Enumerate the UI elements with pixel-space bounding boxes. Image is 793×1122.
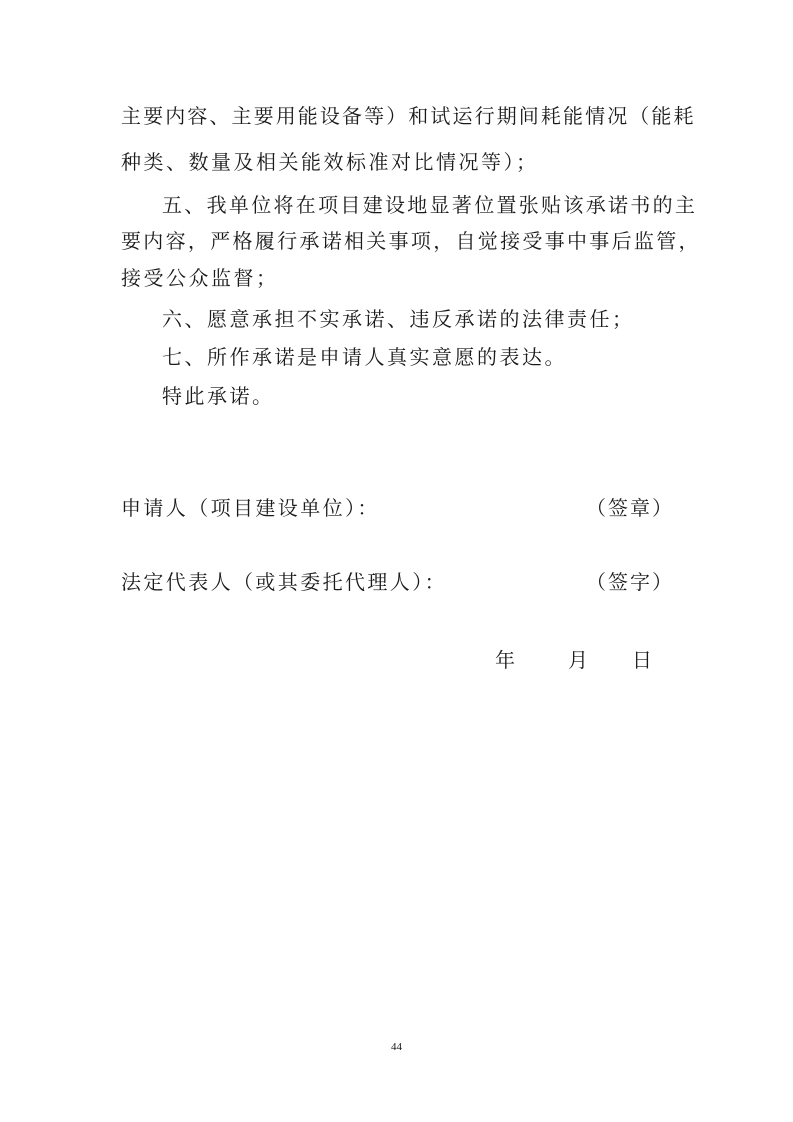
representative-sign-label: （签字） [586, 570, 674, 594]
body-line: 要内容，严格履行承诺相关事项，自觉接受事中事后监管， [121, 229, 701, 253]
page-number: 44 [391, 1041, 402, 1053]
body-line: 六、愿意承担不实承诺、违反承诺的法律责任； [162, 307, 635, 331]
date-year-label: 年 [495, 648, 515, 672]
body-line: 接受公众监督； [121, 266, 279, 290]
applicant-label: 申请人（项目建设单位）： [121, 496, 380, 520]
representative-label: 法定代表人（或其委托代理人）： [121, 570, 447, 594]
date-month-label: 月 [568, 648, 588, 672]
body-line: 七、所作承诺是申请人真实意愿的表达。 [162, 345, 567, 369]
body-line: 主要内容、主要用能设备等）和试运行期间耗能情况（能耗 [121, 104, 696, 128]
closing-line: 特此承诺。 [162, 384, 275, 408]
date-day-label: 日 [632, 648, 652, 672]
applicant-seal-label: （签章） [586, 496, 674, 520]
body-line: 五、我单位将在项目建设地显著位置张贴该承诺书的主 [162, 193, 698, 217]
body-line: 种类、数量及相关能效标准对比情况等）； [121, 150, 539, 174]
